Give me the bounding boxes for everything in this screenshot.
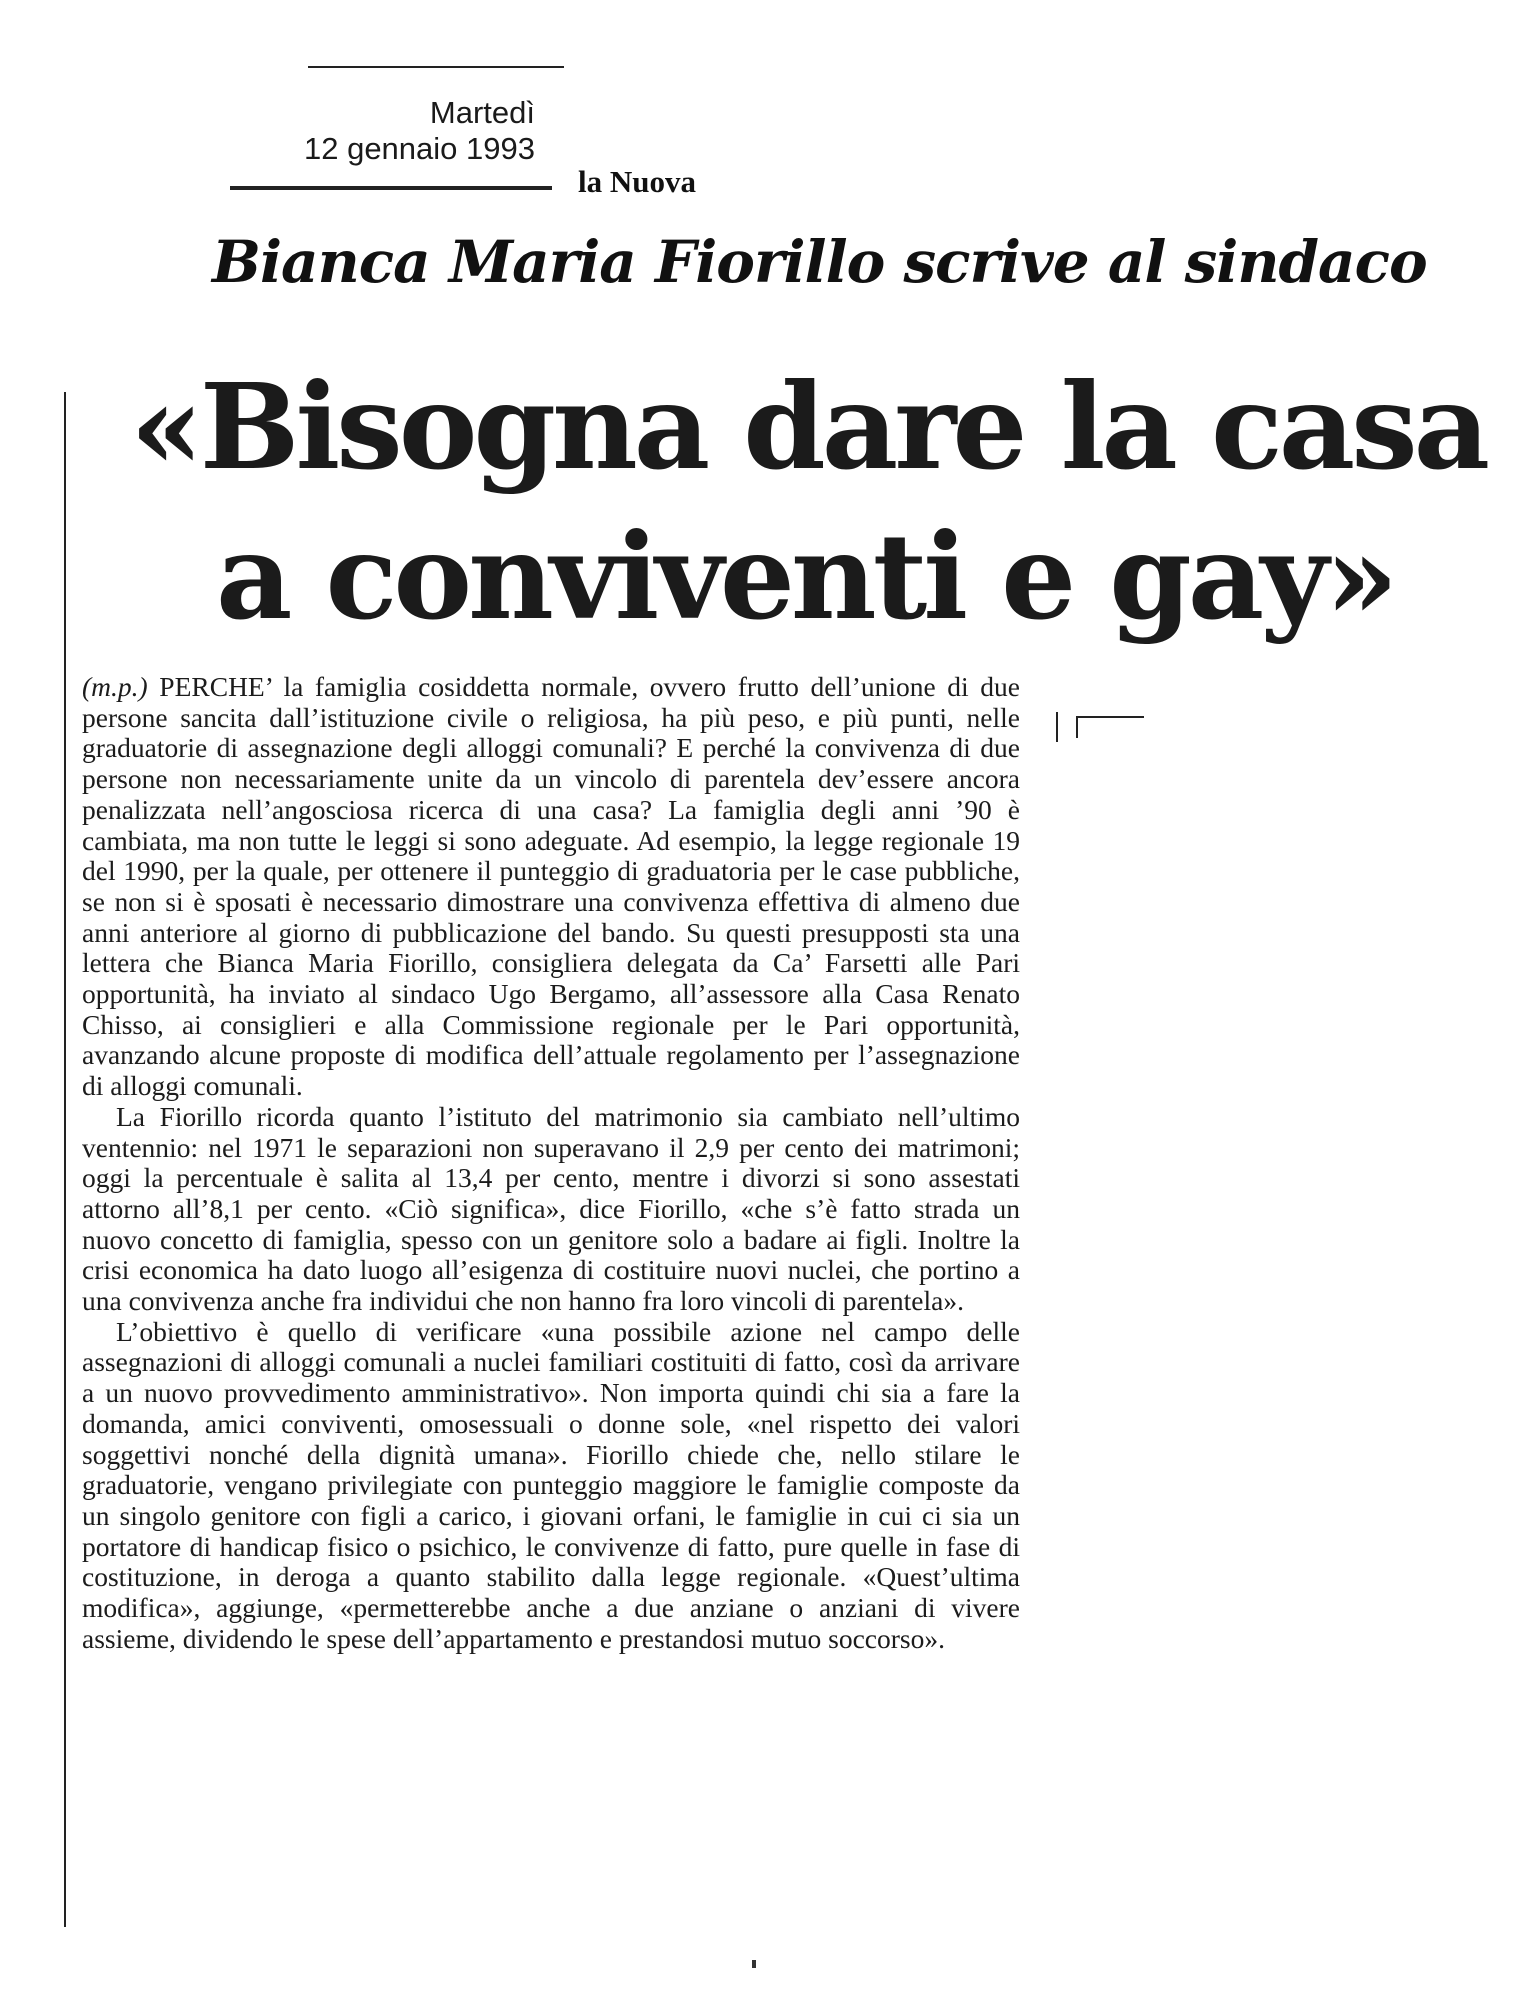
top-rule [308,66,564,68]
scan-speck [752,1960,756,1968]
column-rule [64,392,66,1927]
headline-line-1: «Bisogna dare la casa [130,357,1487,496]
publication-date: 12 gennaio 1993 [303,131,535,166]
margin-corner-horizontal [1076,716,1144,718]
margin-tick [1056,712,1058,742]
date-rule [230,186,552,190]
paragraph-2: La Fiorillo ricorda quanto l’istituto del matrimonio sia cambiato nell’ultimo ventennio: nel 1971 le separazioni non superavano il 2,9 per cento dei matrimoni; oggi la percentuale è salita al 13,4 per cento, mentre i divorzi si sono assestati attorno all’8,1 per cento. «Ciò significa», dice Fiorillo, «che s’è fatto strada un nuovo concetto di famiglia, spesso con un genitore solo a badare ai figli. Inoltre la crisi economica ha dato luogo all’esigenza di costituire nuovi nuclei, che portino a una convivenza anche fra individui che non hanno fra loro vincoli di parentela». [82,1100,1020,1317]
dateline [230,95,535,167]
paragraph-3: L’obiettivo è quello di verificare «una possibile azione nel campo delle assegnazioni di alloggi comunali a nuclei familiari costituiti di fatto, così da arrivare a un nuovo provvedimento amministrativo». Non importa quindi chi sia a fare la domanda, amici conviventi, omosessuali o donne sole, «nel rispetto dei valori soggettivi nonché della dignità umana». Fiorillo chiede che, nello stilare le graduatorie, vengano privilegiate con punteggio maggiore le famiglie composte da un singolo genitore con figli a carico, i giovani orfani, le famiglie in cui ci sia un portatore di handicap fisico o psichico, le convivenze di fatto, pure quelle in fase di costituzione, in deroga a quanto stabilito dalla legge regionale. «Quest’ultima modifica», aggiunge, «permetterebbe anche a due anziane o anziani di vivere assieme, dividendo le spese dell’appartamento e prestandosi mutuo soccorso». [82,1315,1020,1654]
newspaper-name: la Nuova [578,164,696,199]
margin-corner-vertical [1076,716,1078,738]
headline-line-2: a conviventi e gay» [216,507,1395,646]
paragraph-1-text: PERCHE’ la famiglia cosiddetta normale, ovvero frutto dell’unione di due persone sancita dall’istituzione civile o religiosa, ha più peso, e più punti, nelle graduatorie di assegnazione degli alloggi comunali? E perché la convivenza di due persone non necessariamente unite da un vincolo di parentela dev’essere ancora penalizzata nell’angosciosa ricerca di una casa? La famiglia degli anni ’90 è cambiata, ma non tutte le leggi si sono adeguate. Ad esempio, la legge regionale 19 del 1990, per la quale, per ottenere il punteggio di graduatoria per le case pubbliche, se non si è sposati è necessario dimostrare una convivenza effettiva di almeno due anni anteriore al giorno di pubblicazione del bando. Su questi presupposti sta una lettera che Bianca Maria Fiorillo, consigliera delegata da Ca’ Farsetti alle Pari opportunità, ha inviato al sindaco Ugo Bergamo, all’assessore alla Casa Renato Chisso, ai consiglieri e alla Commissione regionale per le Pari opportunità, avanzando alcune proposte di modifica dell’attuale regolamento per l’assegnazione di alloggi comunali. [82,671,1021,1102]
weekday: Martedì [429,95,535,130]
article-body [82,672,1020,1655]
kicker: Bianca Maria Fiorillo scrive al sindaco [212,228,1427,296]
byline: (m.p.) [82,671,148,702]
paragraph-1 [82,672,1020,1102]
